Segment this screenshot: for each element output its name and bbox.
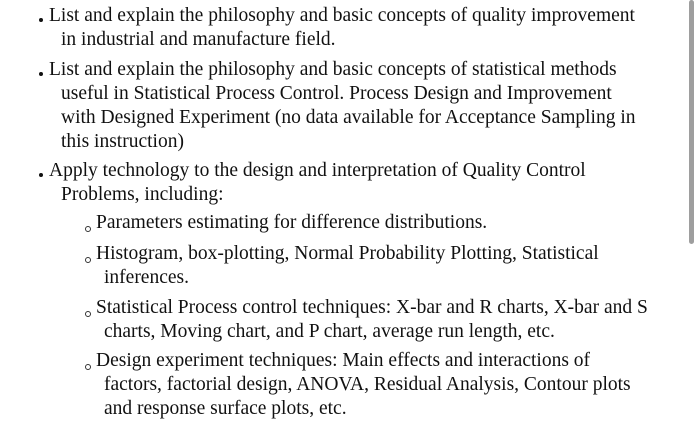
bullet-dot-icon — [39, 18, 43, 22]
sub-list-item-line: Design experiment techniques: Main effects and interactions of — [96, 350, 591, 371]
sub-list-item-line: Histogram, box-plotting, Normal Probability Plotting, Statistical — [96, 243, 599, 264]
bullet-circle-icon — [85, 311, 91, 317]
bullet-dot-icon — [39, 72, 43, 76]
bullet-dot-icon — [39, 173, 43, 177]
list-item-line: Apply technology to the design and interpretation of Quality Control — [49, 160, 586, 181]
sub-list-item — [96, 242, 599, 290]
sub-list-item-line: inferences. — [104, 267, 189, 288]
sub-list-item-line: Parameters estimating for difference distributions. — [96, 212, 488, 233]
list-item — [49, 4, 635, 52]
list-item-line: useful in Statistical Process Control. Process Design and Improvement — [61, 83, 612, 104]
list-item-line: List and explain the philosophy and basic concepts of statistical methods — [49, 59, 617, 80]
sub-list-item-line: factors, factorial design, ANOVA, Residual Analysis, Contour plots — [104, 374, 631, 395]
list-item-line: List and explain the philosophy and basic concepts of quality improvement — [49, 5, 635, 26]
list-item-line: Problems, including: — [61, 184, 224, 205]
list-item-line: with Designed Experiment (no data available for Acceptance Sampling in — [61, 107, 636, 128]
bullet-circle-icon — [85, 257, 91, 263]
list-item-line: in industrial and manufacture field. — [61, 29, 336, 50]
list-item — [49, 58, 636, 154]
sub-list-item — [96, 296, 648, 344]
bullet-circle-icon — [85, 364, 91, 370]
list-item — [49, 159, 586, 207]
sub-list-item — [96, 211, 487, 235]
sub-list-item-line: and response surface plots, etc. — [104, 398, 347, 419]
sub-list-item — [96, 349, 631, 421]
list-item-line: this instruction) — [61, 131, 184, 152]
vertical-scrollbar[interactable] — [689, 0, 694, 244]
bullet-circle-icon — [85, 226, 91, 232]
sub-list-item-line: Statistical Process control techniques: X-bar and R charts, X-bar and S — [96, 297, 648, 318]
sub-list-item-line: charts, Moving chart, and P chart, average run length, etc. — [104, 321, 555, 342]
